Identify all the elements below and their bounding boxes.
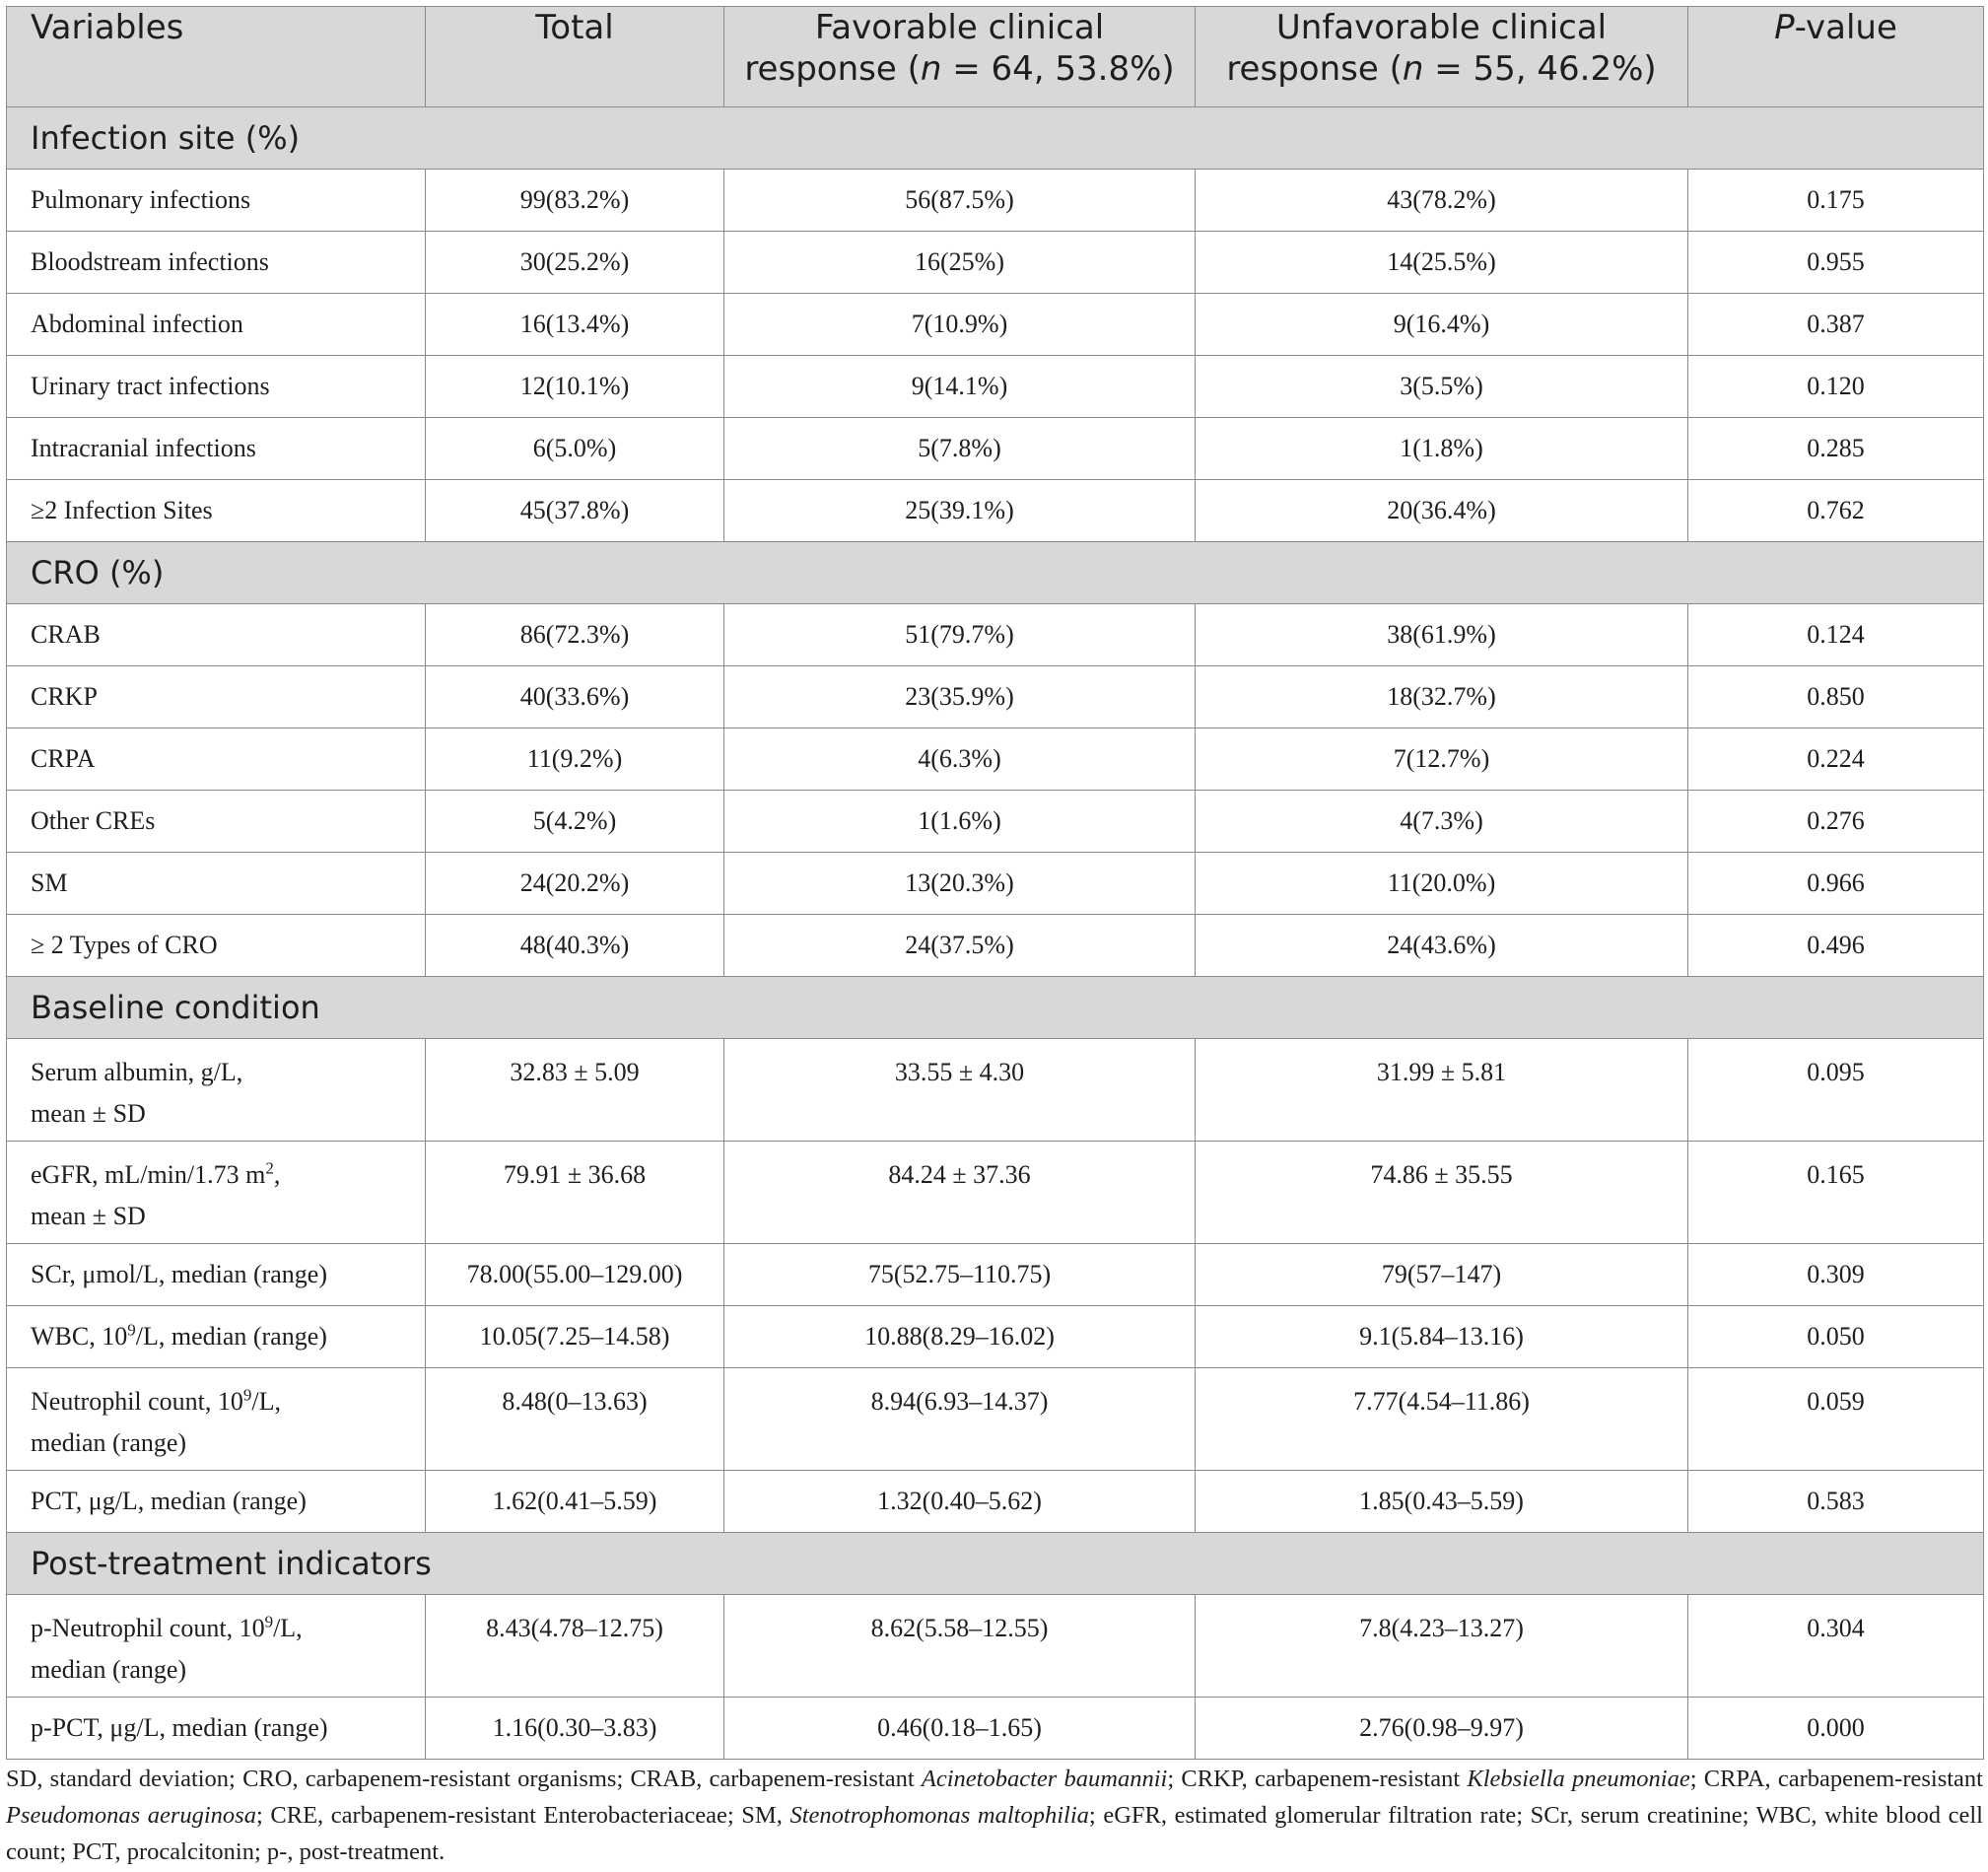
row-value-cell: 7(10.9%): [724, 294, 1196, 356]
row-value-cell: 32.83 ± 5.09: [426, 1039, 724, 1142]
row-value-cell: 7.8(4.23–13.27): [1196, 1595, 1688, 1698]
row-variable-cell: eGFR, mL/min/1.73 $m^2$, mean ± SD: [7, 1142, 426, 1244]
row-value-cell: 18(32.7%): [1196, 666, 1688, 728]
row-value-cell: 3(5.5%): [1196, 356, 1688, 418]
row-variable-cell: Neutrophil count, $10^9/L$, median (range): [7, 1368, 426, 1471]
row-value-cell: 0.285: [1688, 418, 1984, 480]
row-value-cell: 25(39.1%): [724, 480, 1196, 542]
table-row: [7, 1039, 1984, 1142]
table-row: [7, 853, 1984, 915]
row-value-cell: 16(13.4%): [426, 294, 724, 356]
table-row: [7, 294, 1984, 356]
header-row: [7, 7, 1984, 107]
row-value-cell: 9(14.1%): [724, 356, 1196, 418]
table-row: [7, 356, 1984, 418]
table-row: [7, 666, 1984, 728]
row-value-cell: 1.16(0.30–3.83): [426, 1698, 724, 1760]
section-infection-site: [7, 107, 1984, 170]
row-value-cell: 48(40.3%): [426, 915, 724, 977]
row-value-cell: 11(9.2%): [426, 728, 724, 791]
table-row: [7, 1471, 1984, 1533]
row-value-cell: 9.1(5.84–13.16): [1196, 1306, 1688, 1368]
row-value-cell: 0.583: [1688, 1471, 1984, 1533]
row-value-cell: 0.224: [1688, 728, 1984, 791]
section-title: Post-treatment indicators: [7, 1533, 1984, 1595]
row-variable-cell: SM: [7, 853, 426, 915]
row-value-cell: 43(78.2%): [1196, 170, 1688, 232]
header-variables: Variables: [7, 7, 426, 107]
row-value-cell: 30(25.2%): [426, 232, 724, 294]
row-value-cell: 23(35.9%): [724, 666, 1196, 728]
row-value-cell: 10.05(7.25–14.58): [426, 1306, 724, 1368]
row-value-cell: 13(20.3%): [724, 853, 1196, 915]
row-value-cell: 8.62(5.58–12.55): [724, 1595, 1196, 1698]
row-variable-cell: SCr, μmol/L, median (range): [7, 1244, 426, 1306]
row-value-cell: 0.762: [1688, 480, 1984, 542]
row-value-cell: 78.00(55.00–129.00): [426, 1244, 724, 1306]
row-value-cell: 31.99 ± 5.81: [1196, 1039, 1688, 1142]
row-value-cell: 5(7.8%): [724, 418, 1196, 480]
table-row: [7, 791, 1984, 853]
row-value-cell: 74.86 ± 35.55: [1196, 1142, 1688, 1244]
table-row: [7, 418, 1984, 480]
row-value-cell: 45(37.8%): [426, 480, 724, 542]
row-variable-cell: Urinary tract infections: [7, 356, 426, 418]
header-unfavorable: Unfavorable clinical response (n = 55, 46.2%): [1196, 7, 1688, 107]
row-variable-cell: Intracranial infections: [7, 418, 426, 480]
row-value-cell: 79.91 ± 36.68: [426, 1142, 724, 1244]
row-value-cell: 0.850: [1688, 666, 1984, 728]
section-cro: [7, 542, 1984, 604]
row-value-cell: 8.43(4.78–12.75): [426, 1595, 724, 1698]
row-variable-cell: CRAB: [7, 604, 426, 666]
row-variable-cell: Serum albumin, g/L, mean ± SD: [7, 1039, 426, 1142]
row-value-cell: 38(61.9%): [1196, 604, 1688, 666]
row-value-cell: 0.120: [1688, 356, 1984, 418]
section-title: CRO (%): [7, 542, 1984, 604]
table-row: [7, 1244, 1984, 1306]
row-value-cell: 0.496: [1688, 915, 1984, 977]
row-variable-cell: Abdominal infection: [7, 294, 426, 356]
header-total: Total: [426, 7, 724, 107]
row-variable-cell: ≥2 Infection Sites: [7, 480, 426, 542]
table-footnote: SD, standard deviation; CRO, carbapenem-resistant organisms; CRAB, carbapenem-resistant Acinetobacter baumannii; CRKP, carbapenem-resistant Klebsiella pneumoniae; CRPA, carbapenem-resistant Pseudomonas aeruginosa; CRE, carbapenem-resistant Enterobacteriaceae; SM, Stenotrophomonas maltophilia; eGFR, estimated glomerular filtration rate; SCr, serum creatinine; WBC, white blood cell count; PCT, procalcitonin; p-, post-treatment.: [6, 1766, 1983, 1865]
row-value-cell: 16(25%): [724, 232, 1196, 294]
row-value-cell: 75(52.75–110.75): [724, 1244, 1196, 1306]
row-value-cell: 11(20.0%): [1196, 853, 1688, 915]
row-value-cell: 99(83.2%): [426, 170, 724, 232]
row-value-cell: 0.387: [1688, 294, 1984, 356]
row-value-cell: 7.77(4.54–11.86): [1196, 1368, 1688, 1471]
row-value-cell: 0.966: [1688, 853, 1984, 915]
row-variable-cell: Bloodstream infections: [7, 232, 426, 294]
row-value-cell: 40(33.6%): [426, 666, 724, 728]
row-value-cell: 0.124: [1688, 604, 1984, 666]
table-row: [7, 1368, 1984, 1471]
header-pvalue: P-value: [1688, 7, 1984, 107]
row-variable-cell: WBC, $10^9/L$, median (range): [7, 1306, 426, 1368]
row-value-cell: 5(4.2%): [426, 791, 724, 853]
row-value-cell: 12(10.1%): [426, 356, 724, 418]
row-value-cell: 0.050: [1688, 1306, 1984, 1368]
table-row: [7, 480, 1984, 542]
row-value-cell: 1.62(0.41–5.59): [426, 1471, 724, 1533]
row-value-cell: 0.095: [1688, 1039, 1984, 1142]
header-favorable: Favorable clinical response (n = 64, 53.8%): [724, 7, 1196, 107]
row-value-cell: 0.165: [1688, 1142, 1984, 1244]
row-value-cell: 0.059: [1688, 1368, 1984, 1471]
row-value-cell: 1(1.6%): [724, 791, 1196, 853]
row-value-cell: 84.24 ± 37.36: [724, 1142, 1196, 1244]
row-value-cell: 14(25.5%): [1196, 232, 1688, 294]
row-value-cell: 24(20.2%): [426, 853, 724, 915]
row-value-cell: 4(6.3%): [724, 728, 1196, 791]
table-row: [7, 170, 1984, 232]
table-row: [7, 1698, 1984, 1760]
table-row: [7, 1595, 1984, 1698]
table-row: [7, 728, 1984, 791]
row-value-cell: 0.955: [1688, 232, 1984, 294]
table-row: [7, 1306, 1984, 1368]
row-value-cell: 8.94(6.93–14.37): [724, 1368, 1196, 1471]
row-value-cell: 20(36.4%): [1196, 480, 1688, 542]
section-baseline: [7, 977, 1984, 1039]
row-value-cell: 0.276: [1688, 791, 1984, 853]
row-variable-cell: p-PCT, μg/L, median (range): [7, 1698, 426, 1760]
row-value-cell: 7(12.7%): [1196, 728, 1688, 791]
row-value-cell: 4(7.3%): [1196, 791, 1688, 853]
row-value-cell: 1.32(0.40–5.62): [724, 1471, 1196, 1533]
row-value-cell: 33.55 ± 4.30: [724, 1039, 1196, 1142]
row-value-cell: 0.304: [1688, 1595, 1984, 1698]
results-table: [6, 6, 1984, 1760]
row-value-cell: 8.48(0–13.63): [426, 1368, 724, 1471]
section-title: Infection site (%): [7, 107, 1984, 170]
row-value-cell: 0.000: [1688, 1698, 1984, 1760]
row-value-cell: 0.309: [1688, 1244, 1984, 1306]
row-value-cell: 0.175: [1688, 170, 1984, 232]
row-value-cell: 24(43.6%): [1196, 915, 1688, 977]
section-post-treatment: [7, 1533, 1984, 1595]
row-variable-cell: ≥ 2 Types of CRO: [7, 915, 426, 977]
row-value-cell: 1(1.8%): [1196, 418, 1688, 480]
row-value-cell: 9(16.4%): [1196, 294, 1688, 356]
row-value-cell: 51(79.7%): [724, 604, 1196, 666]
row-value-cell: 10.88(8.29–16.02): [724, 1306, 1196, 1368]
row-variable-cell: Pulmonary infections: [7, 170, 426, 232]
table-row: [7, 915, 1984, 977]
row-value-cell: 1.85(0.43–5.59): [1196, 1471, 1688, 1533]
row-variable-cell: p-Neutrophil count, $10^9/L$, median (range): [7, 1595, 426, 1698]
section-title: Baseline condition: [7, 977, 1984, 1039]
row-variable-cell: PCT, μg/L, median (range): [7, 1471, 426, 1533]
table-row: [7, 1142, 1984, 1244]
row-value-cell: 6(5.0%): [426, 418, 724, 480]
row-variable-cell: Other CREs: [7, 791, 426, 853]
row-value-cell: 86(72.3%): [426, 604, 724, 666]
row-variable-cell: CRPA: [7, 728, 426, 791]
row-value-cell: 2.76(0.98–9.97): [1196, 1698, 1688, 1760]
row-value-cell: 24(37.5%): [724, 915, 1196, 977]
table-row: [7, 232, 1984, 294]
row-value-cell: 79(57–147): [1196, 1244, 1688, 1306]
row-value-cell: 56(87.5%): [724, 170, 1196, 232]
row-variable-cell: CRKP: [7, 666, 426, 728]
table-row: [7, 604, 1984, 666]
row-value-cell: 0.46(0.18–1.65): [724, 1698, 1196, 1760]
